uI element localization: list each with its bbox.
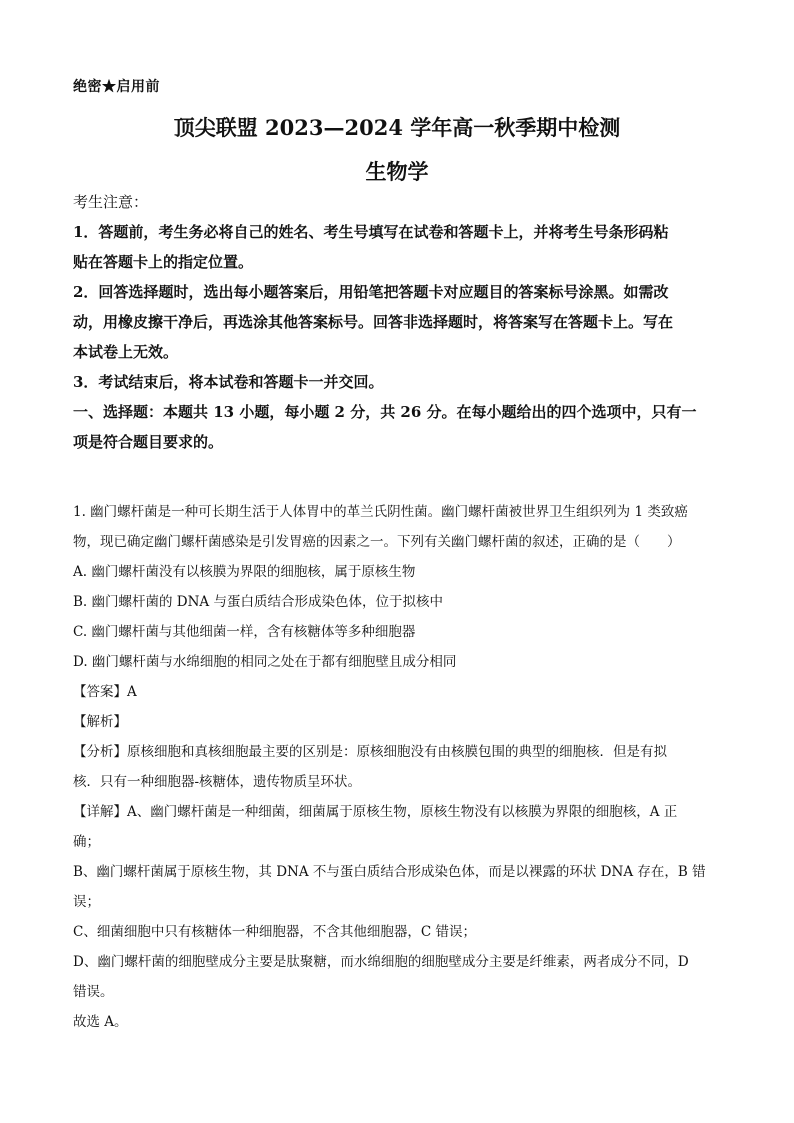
notice-item-1-line-1: 1．答题前，考生务必将自己的姓名、考生号填写在试卷和答题卡上，并将考生号条形码粘: [73, 223, 669, 241]
analysis-label: 【解析】: [73, 714, 127, 730]
notice-section: [73, 187, 721, 457]
detail-b-line-2: 误；: [73, 894, 100, 910]
detail-c: C、细菌细胞中只有核糖体一种细胞器，不含其他细胞器，C 错误；: [73, 924, 476, 940]
question-1: [73, 497, 721, 1037]
detail-d-line-2: 错误。: [73, 984, 114, 1000]
confidential-label: 绝密★启用前: [73, 79, 160, 95]
detail-a-line-2: 确；: [73, 834, 100, 850]
detail-d-line-1: D、幽门螺杆菌的细胞壁成分主要是肽聚糖，而水绵细胞的细胞壁成分主要是纤维素，两者成分不同，D: [73, 954, 689, 970]
question-stem-line-1: 1. 幽门螺杆菌是一种可长期生活于人体胃中的革兰氏阴性菌。幽门螺杆菌被世界卫生组织列为 1 类致癌: [73, 504, 688, 520]
section-heading-line-2: 项是符合题目要求的。: [73, 433, 224, 451]
question-stem-line-2: 物，现已确定幽门螺杆菌感染是引发胃癌的因素之一。下列有关幽门螺杆菌的叙述，正确的是（ ）: [73, 534, 681, 550]
conclusion: 故选 A。: [73, 1014, 128, 1030]
notice-heading: 考生注意：: [73, 193, 149, 211]
notice-item-3: 3．考试结束后，将本试卷和答题卡一并交回。: [73, 373, 384, 391]
option-b: B. 幽门螺杆菌的 DNA 与蛋白质结合形成染色体，位于拟核中: [73, 594, 443, 610]
detail-a-line-1: 【详解】A、幽门螺杆菌是一种细菌，细菌属于原核生物，原核生物没有以核膜为界限的细胞核，A 正: [73, 804, 678, 820]
analysis-line-1: 【分析】原核细胞和真核细胞最主要的区别是：原核细胞没有由核膜包围的典型的细胞核．但是有拟: [73, 744, 667, 760]
analysis-line-2: 核．只有一种细胞器-核糖体，遗传物质呈环状。: [73, 774, 362, 790]
notice-item-1-line-2: 贴在答题卡上的指定位置。: [73, 253, 254, 271]
notice-item-2-line-1: 2．回答选择题时，选出每小题答案后，用铅笔把答题卡对应题目的答案标号涂黑。如需改: [73, 283, 669, 301]
notice-item-2-line-3: 本试卷上无效。: [73, 343, 179, 361]
option-c: C. 幽门螺杆菌与其他细菌一样，含有核糖体等多种细胞器: [73, 624, 416, 640]
section-heading-line-1: 一、选择题：本题共 13 小题，每小题 2 分，共 26 分。在每小题给出的四个选项中，只有一: [73, 403, 697, 421]
exam-title: 顶尖联盟 2023—2024 学年高一秋季期中检测: [173, 115, 621, 140]
option-d: D. 幽门螺杆菌与水绵细胞的相同之处在于都有细胞壁且成分相同: [73, 654, 457, 670]
option-a: A. 幽门螺杆菌没有以核膜为界限的细胞核，属于原核生物: [73, 564, 416, 580]
answer-line: 【答案】A: [73, 684, 137, 700]
subject-title: 生物学: [365, 159, 429, 184]
notice-item-2-line-2: 动，用橡皮擦干净后，再选涂其他答案标号。回答非选择题时，将答案写在答题卡上。写在: [73, 313, 674, 331]
detail-b-line-1: B、幽门螺杆菌属于原核生物，其 DNA 不与蛋白质结合形成染色体，而是以裸露的环状 DNA 存在，B 错: [73, 864, 706, 880]
